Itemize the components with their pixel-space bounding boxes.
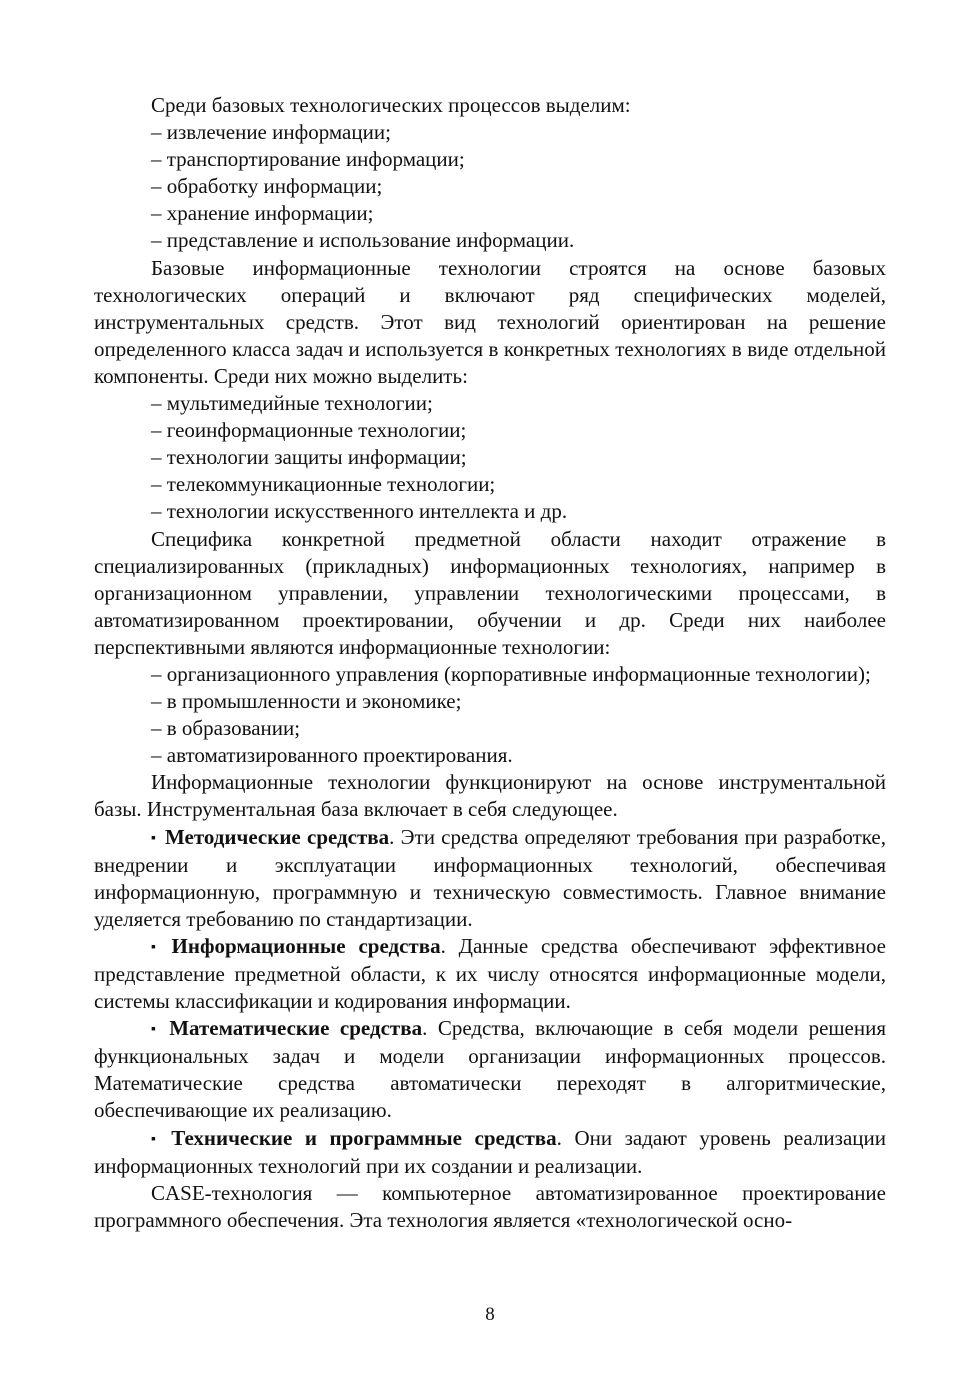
list-item: – геоинформационные технологии; [151, 418, 467, 443]
document-page [94, 92, 886, 1234]
bullet-paragraph-text: . Эти средства определяют требования при разработке, внедрении и эксплуатации информационных технологий, обеспечивая информационную, программную и техническую совместимость. Главное внимание уделяется требованию по стандартизации. [94, 824, 886, 931]
list-item: – телекоммуникационные технологии; [151, 472, 496, 497]
bullet-paragraph-text: . Данные средства обеспечивают эффективное представление предметной области, к их числу относятся информационные модели, системы классификации и кодирования информации. [94, 933, 886, 1014]
list-item: – автоматизированного проектирования. [151, 743, 513, 768]
bullet-paragraph-methodical [94, 824, 886, 933]
list-item: – обработку информации; [151, 174, 383, 199]
list-item: – организационного управления (корпоративные информационные технологии); [151, 661, 871, 686]
tool-base-paragraph: Информационные технологии функционируют на основе инструментальной базы. Инструментальная база включает в себя следующее. [94, 770, 886, 822]
list-item: – в образовании; [151, 716, 301, 741]
bullet-paragraph-mathematical [94, 1015, 886, 1124]
list-item: – извлечение информации; [151, 120, 391, 145]
intro-paragraph: Среди базовых технологических процессов выделим: [151, 93, 631, 117]
list-item: – мультимедийные технологии; [151, 391, 433, 416]
case-technology-paragraph: CASE-технология — компьютерное автоматизированное проектирование программного обеспечения. Эта технология является «технологической осно- [94, 1180, 886, 1232]
list-item: – в промышленности и экономике; [151, 689, 462, 714]
bold-term: Математические средства [169, 1016, 423, 1041]
bullet-paragraph-informational [94, 933, 886, 1015]
list-item: – представление и использование информации. [151, 228, 575, 253]
bullet-paragraph-text: . Средства, включающие в себя модели решения функциональных задач и модели организации информационных процессов. Математические средства автоматически переходят в алгоритмические, обеспечивающие их реализацию. [94, 1016, 887, 1123]
bullet-paragraph-text: . Они задают уровень реализации информационных технологий при их создании и реализации. [94, 1125, 886, 1178]
bold-term: Технические и программные средства [171, 1125, 557, 1150]
base-technologies-paragraph: Базовые информационные технологии строятся на основе базовых технологических операций и включают ряд специфических моделей, инструментальных средств. Этот вид технологий ориентирован на решение определенного класса задач и используется в конкретных технологиях в виде отдельной компоненты. Среди них можно выделить: [94, 255, 886, 388]
list-item: – технологии искусственного интеллекта и др. [151, 499, 568, 524]
square-bullet-icon: ▪ [151, 830, 157, 846]
square-bullet-icon: ▪ [151, 1131, 164, 1147]
page-number: 8 [485, 1304, 495, 1325]
square-bullet-icon: ▪ [151, 1022, 162, 1038]
bullet-paragraph-technical [94, 1125, 886, 1180]
bold-term: Методические средства [164, 824, 390, 849]
list-item: – хранение информации; [151, 201, 374, 226]
list-item: – транспортирование информации; [151, 147, 465, 172]
bold-term: Информационные средства [171, 933, 441, 958]
specific-domain-paragraph: Специфика конкретной предметной области находит отражение в специализированных (прикладных) информационных технологиях, например в организационном управлении, управлении технологическими процессами, в автоматизированном проектировании, обучении и др. Среди них наиболее перспективными являются информационные технологии: [94, 526, 886, 659]
list-item: – технологии защиты информации; [151, 445, 467, 470]
square-bullet-icon: ▪ [151, 939, 164, 955]
